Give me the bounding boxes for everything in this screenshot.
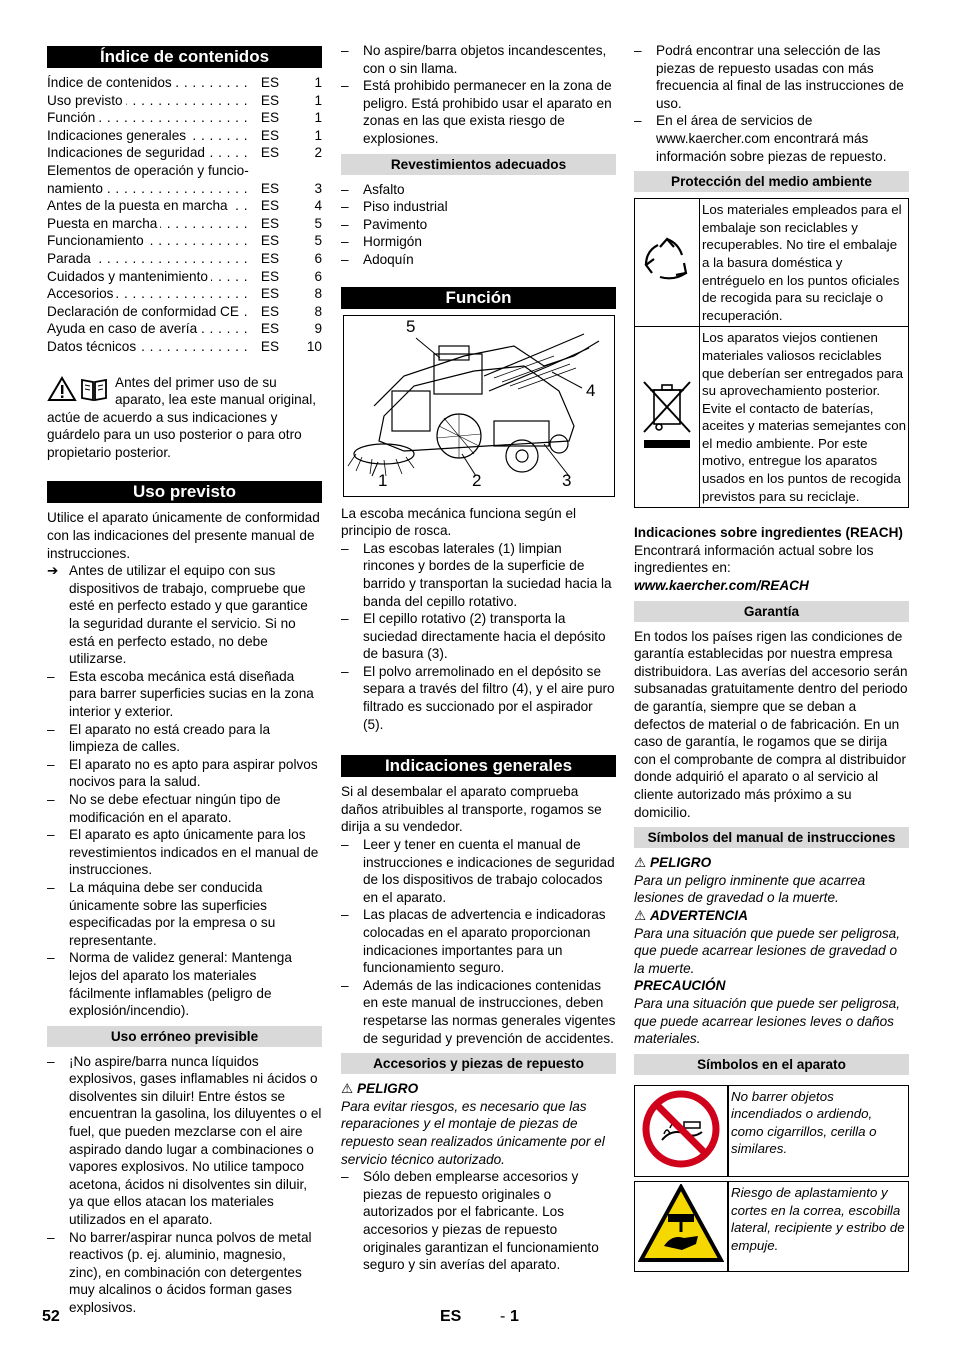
figure-label-1: 1 (378, 470, 388, 490)
accesorios-danger: ⚠ PELIGRO (341, 1081, 419, 1097)
list-item: – Esta escoba mecánica está diseñada para barrer superficies sucias en la zona interior y exterior. (47, 668, 322, 721)
figure-label-4: 4 (586, 380, 596, 400)
column-3 (634, 42, 909, 1282)
precaucion-label: PRECAUCIÓN (634, 978, 726, 994)
list-item: – El aparato no es apto para aspirar polvos nocivos para la salud. (47, 756, 322, 791)
toc-entry (47, 92, 322, 110)
toc-entry (47, 268, 322, 286)
toc-entry-lang: ES (260, 215, 280, 231)
toc-entry-page: 5 (314, 233, 322, 249)
toc-entry-label: Índice de contenidos (47, 75, 175, 90)
accesorios-list (341, 1168, 616, 1274)
toc-entry-page: 4 (314, 198, 322, 214)
footer-section-number: 1 (510, 1308, 519, 1325)
list-item: – El aparato no está creado para la limpieza de calles. (47, 721, 322, 756)
toc-entry-page: 1 (314, 75, 322, 90)
uso-previsto-arrow-item: ➔ Antes de utilizar el equipo con sus dispositivos de trabajo, compruebe que esté en perfecto estado y que garantice la seguridad durante el servicio. Si no está en perfecto estado, no debe utilizarse. (47, 563, 308, 667)
revestimientos-heading: Revestimientos adecuados (341, 154, 616, 175)
toc-entry-page: 3 (314, 180, 322, 196)
warning-triangle-icon: ⚠ (634, 855, 647, 871)
list-item: – El cepillo rotativo (2) transporta la suciedad directamente hacia el depósito de basura (3). (341, 610, 616, 663)
toc-entry (47, 303, 322, 321)
simbolos-manual-heading: Símbolos del manual de instrucciones (634, 827, 909, 848)
reach-url: www.kaercher.com/REACH (634, 578, 809, 594)
list-item: – Las escobas laterales (1) limpian rincones y bordes de la superficie de barrido y transportan la suciedad hacia la banda del cepillo rotativo. (341, 540, 616, 610)
precaucion-text: Para una situación que puede ser peligrosa, que puede acarrear lesiones leves o daños materiales. (634, 995, 901, 1047)
toc-entry-label: Indicaciones de seguridad (47, 145, 208, 160)
list-item: – ¡No aspire/barra nunca líquidos explosivos, gases inflamables ni ácidos o disolventes sin diluir! Entre éstos se encuentran la gasolina, los diluyentes o el fuel, que pueden mezclarse con el aire aspirado dando lugar a combinaciones o vapores explosivos. No utilice tampoco acetona, ácidos ni disolventes sin diluir, ya que ellos atacan los materiales utilizados en el aparato. (47, 1053, 322, 1229)
toc-entry-page: 1 (314, 92, 322, 108)
toc-entry-lang: ES (260, 286, 280, 302)
warning-triangle-icon: ⚠ (341, 1081, 354, 1097)
simbolos-aparato-heading: Símbolos en el aparato (634, 1054, 909, 1075)
toc-entry-page: 8 (314, 303, 322, 319)
list-item: – Leer y tener en cuenta el manual de instrucciones e indicaciones de seguridad de los dispositivos de trabajo colocados en el aparato. (341, 836, 616, 906)
toc-entry-lang: ES (260, 110, 280, 126)
recycle-icon (635, 199, 700, 327)
toc-entry-page: 1 (314, 110, 322, 126)
weee-bin-icon (635, 327, 700, 508)
advertencia-text: Para una situación que puede ser peligrosa, que puede acarrear lesiones de gravedad o la muerte. (634, 925, 901, 976)
funcion-list (341, 540, 616, 734)
toc-entry-label: Antes de la puesta en marcha (47, 198, 231, 213)
list-item: – Sólo deben emplearse accesorios y piezas de repuesto originales o autorizados por el fabricante. Los accesorios y piezas de repuesto originales garantizan el funcionamiento seguro y sin averías del aparato. (341, 1168, 616, 1274)
reach-text: Encontrará información actual sobre los ingredientes en: (634, 542, 874, 576)
figure-label-2: 2 (472, 470, 482, 490)
figure-label-5: 5 (406, 316, 416, 336)
crush-text: Riesgo de aplastamiento y cortes en la correa, escobilla lateral, recipiente y estribo de empuje. (728, 1181, 909, 1272)
toc-entry (47, 197, 322, 215)
list-item: – No se debe efectuar ningún tipo de modificación en el aparato. (47, 791, 322, 826)
toc-entry (47, 180, 322, 198)
toc-entry-label: Puesta en marcha (47, 216, 160, 231)
toc-entry (47, 338, 322, 356)
no-burning-text: No barrer objetos incendiados o ardiendo, como cigarrillos, cerilla o similares. (728, 1085, 909, 1178)
crush-hazard-icon (634, 1181, 728, 1272)
funcion-heading: Función (341, 287, 616, 309)
warning-manual-icon (47, 376, 109, 402)
uso-erroneo-list-cont (341, 42, 616, 148)
list-item: – Las placas de advertencia e indicadoras colocadas en el aparato proporcionan indicaciones importantes para un funcionamiento seguro. (341, 906, 616, 976)
toc-entry-label: Indicaciones generales (47, 128, 189, 143)
intro-note: Antes del primer uso de su aparato, lea este manual original, actúe de acuerdo a sus indicaciones y guárdelo para un uso posterior o para otro propietario posterior. (47, 374, 317, 460)
column-1 (47, 42, 322, 1317)
list-item: – Asfalto (341, 181, 616, 199)
reach-heading: Indicaciones sobre ingredientes (REACH) (634, 525, 903, 541)
toc-entry-lang: ES (260, 233, 280, 249)
toc-entry-lang: ES (260, 180, 280, 196)
toc-entry (47, 109, 322, 127)
indicaciones-heading: Indicaciones generales (341, 755, 616, 777)
toc-entry-lang: ES (260, 75, 280, 90)
toc-entry (47, 144, 322, 162)
peligro-text: Para un peligro inminente que acarrea lesiones de gravedad o la muerte. (634, 872, 866, 906)
toc-entry-lang: ES (260, 303, 280, 319)
column-2 (341, 42, 616, 1274)
list-item: – Está prohibido permanecer en la zona de peligro. Está prohibido usar el aparato en zonas en las que exista riesgo de explosiones. (341, 77, 616, 147)
advertencia-label: ⚠ ADVERTENCIA (634, 907, 748, 923)
garantia-text: En todos los países rigen las condiciones de garantía establecidas por nuestra empresa distribuidora. Las averías del accesorio serán subsanadas gratuitamente dentro del periodo de garantía, siempre que se deban a defectos de material o de fabricación. En un caso de garantía, le rogamos que se dirija con el comprobante de compra al distribuidor donde adquirió el aparato o al servicio al cliente autorizado más próximo a su domicilio. (634, 628, 908, 820)
toc-entry-page: 10 (306, 338, 322, 354)
uso-erroneo-list (47, 1053, 322, 1317)
toc-entry (47, 320, 322, 338)
list-item: – No aspire/barra objetos incandescentes, con o sin llama. (341, 42, 616, 77)
list-item: – Norma de validez general: Mantenga lejos del aparato los materiales fácilmente inflamables (peligro de explosión/incendio). (47, 949, 322, 1019)
toc-entry-label-line: Elementos de operación y funcio- (47, 162, 249, 178)
toc-entry-page: 6 (314, 250, 322, 266)
toc-entry-label: Parada (47, 251, 94, 266)
toc-entry-label: Uso previsto (47, 93, 126, 108)
toc-entry (47, 215, 322, 233)
revestimientos-list (341, 181, 616, 269)
list-item: – El polvo arremolinado en el depósito se separa a través del filtro (4), y el aire puro filtrado es succionado por el aspirador (5). (341, 663, 616, 733)
list-item: – La máquina debe ser conducida únicamente sobre las superficies especificadas por la empresa o su representante. (47, 879, 322, 949)
peligro-label: ⚠ PELIGRO (634, 855, 712, 871)
sweeper-figure (343, 315, 615, 497)
list-item: – No barrer/aspirar nunca polvos de metal reactivos (p. ej. aluminio, magnesio, zinc), en combinación con detergentes muy alcalinos o ácidos forman gases explosivos. (47, 1229, 322, 1317)
funcion-intro: La escoba mecánica funciona según el principio de rosca. (341, 505, 577, 539)
garantia-heading: Garantía (634, 601, 909, 622)
toc-entry-lang: ES (260, 198, 280, 214)
weee-text: Los aparatos viejos contienen materiales valiosos reciclables que deberían ser entregados para su aprovechamiento posterior. Evite el contacto de baterías, aceites y materias semejantes con el medio ambiente. Por este motivo, entregue los aparatos usados en los puntos de recogida previstos para su reciclaje. (700, 327, 909, 508)
toc-entry (47, 127, 322, 145)
list-item: – Adoquín (341, 251, 616, 269)
environment-table (634, 198, 909, 508)
toc-list (47, 74, 322, 356)
toc-entry-lang: ES (260, 321, 280, 337)
accesorios-danger-text: Para evitar riesgos, es necesario que las reparaciones y el montaje de piezas de repuesto sean realizados únicamente por el servicio técnico autorizado. (341, 1098, 605, 1167)
uso-erroneo-heading: Uso erróneo previsible (47, 1026, 322, 1047)
toc-entry-label: Declaración de conformidad CE (47, 304, 242, 319)
list-item: – Además de las indicaciones contenidas en este manual de instrucciones, deben respetarse las normas generales vigentes de seguridad y prevención de accidentes. (341, 977, 616, 1047)
toc-entry-label: namiento (47, 181, 106, 196)
sweeper-machine-illustration (344, 316, 614, 496)
indicaciones-list (341, 836, 616, 1047)
toc-entry-label: Datos técnicos (47, 339, 139, 354)
toc-entry-page: 8 (314, 286, 322, 302)
uso-previsto-list (47, 668, 322, 1020)
list-item: – Pavimento (341, 216, 616, 234)
accesorios-list-cont (634, 42, 909, 165)
toc-entry (47, 232, 322, 250)
figure-label-3: 3 (562, 470, 572, 490)
uso-previsto-intro: Utilice el aparato únicamente de conformidad con las indicaciones del presente manual de instrucciones. (47, 510, 320, 561)
no-burning-objects-icon (634, 1085, 728, 1178)
toc-entry-label: Cuidados y mantenimiento (47, 269, 211, 284)
list-item: – El aparato es apto únicamente para los revestimientos indicados en el manual de instrucciones. (47, 826, 322, 879)
toc-entry-lang: ES (260, 92, 280, 108)
list-item: – Piso industrial (341, 198, 616, 216)
medio-ambiente-heading: Protección del medio ambiente (634, 171, 909, 192)
toc-entry-lang: ES (260, 127, 280, 143)
toc-entry-lang: ES (260, 338, 280, 354)
toc-entry-lang: ES (260, 268, 280, 284)
toc-entry-page: 2 (314, 145, 322, 161)
toc-entry-label: Funcionamiento (47, 233, 147, 248)
arrow-right-icon: ➔ (47, 563, 59, 579)
device-symbols-table (634, 1081, 909, 1276)
toc-entry (47, 285, 322, 303)
indicaciones-intro: Si al desembalar el aparato comprueba daños atribuibles al transporte, rogamos se dirija a su vendedor. (341, 784, 602, 835)
toc-entry-label: Ayuda en caso de avería (47, 321, 200, 336)
recycle-text: Los materiales empleados para el embalaje son reciclables y recuperables. No tire el embalaje a la basura doméstica y entréguelo en los puntos oficiales de recogida para su reciclaje o recuperación. (700, 199, 909, 327)
toc-entry-page: 1 (314, 127, 322, 143)
uso-previsto-heading: Uso previsto (47, 481, 322, 503)
toc-entry-label: Accesorios (47, 286, 116, 301)
list-item: – Podrá encontrar una selección de las piezas de repuesto usadas con más frecuencia al final de las instrucciones de uso. (634, 42, 909, 112)
toc-entry-page: 9 (314, 321, 322, 337)
toc-entry-label: Función (47, 110, 98, 125)
toc-entry (47, 74, 322, 92)
toc-entry-page: 6 (314, 268, 322, 284)
warning-triangle-icon: ⚠ (634, 907, 647, 923)
footer-separator: - (500, 1308, 506, 1325)
toc-entry-lang: ES (260, 250, 280, 266)
page-number: 52 (42, 1308, 60, 1325)
toc-entry-lang: ES (260, 145, 280, 161)
list-item: – En el área de servicios de www.kaercher.com encontrará más información sobre piezas de repuesto. (634, 112, 909, 165)
toc-entry (47, 250, 322, 268)
list-item: – Hormigón (341, 233, 616, 251)
accesorios-heading: Accesorios y piezas de repuesto (341, 1053, 616, 1074)
toc-heading: Índice de contenidos (47, 46, 322, 68)
toc-entry-page: 5 (314, 215, 322, 231)
footer-lang: ES (440, 1308, 462, 1325)
